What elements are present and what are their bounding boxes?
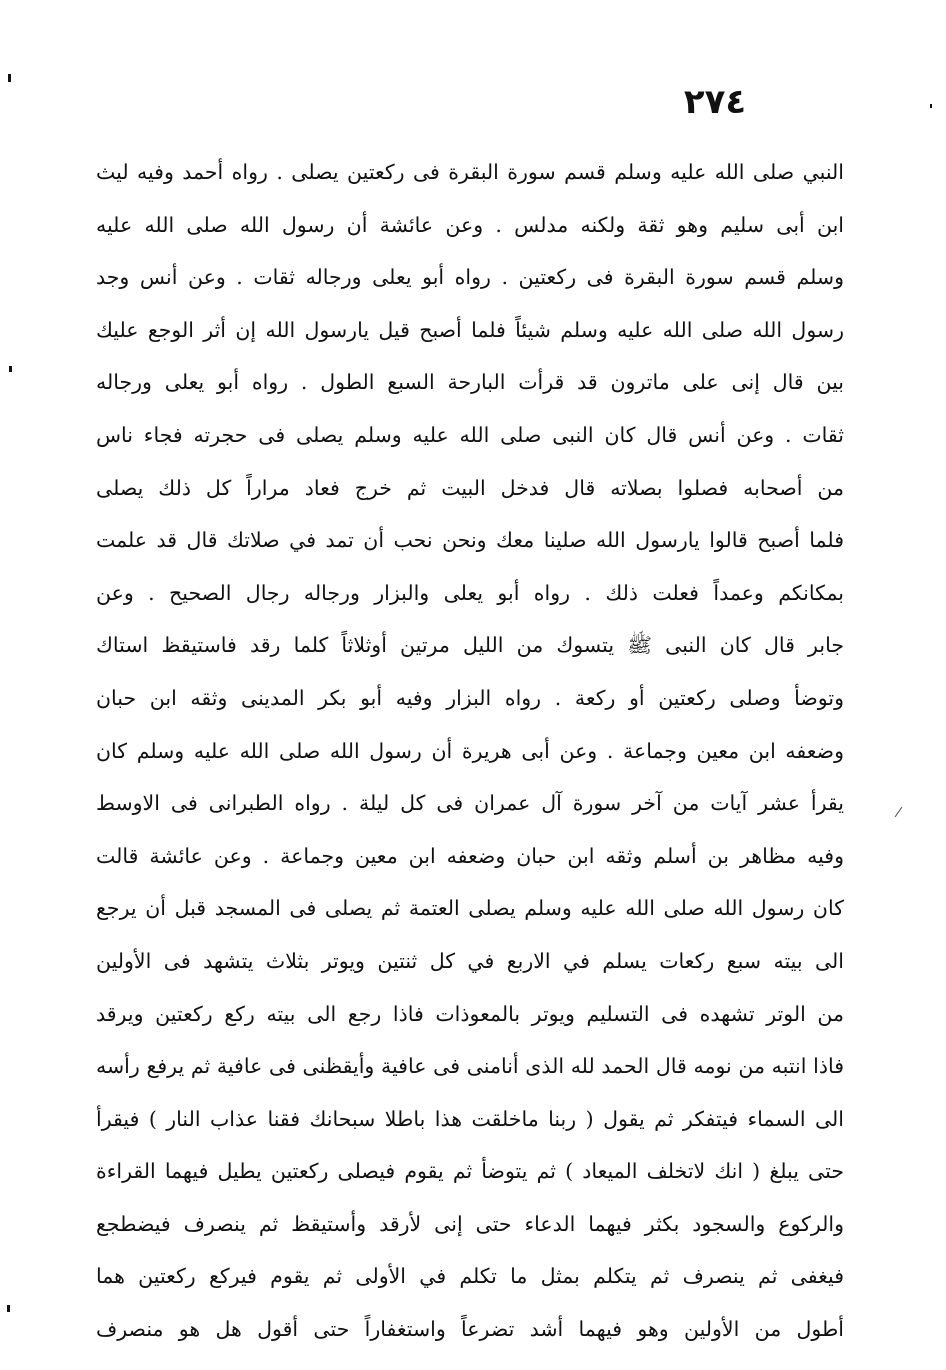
text-line: وتوضأ وصلى ركعتين أو ركعة . رواه البزار وفيه أبو بكر المدينى وثقه ابن حبان (96, 685, 844, 710)
body-text (96, 146, 844, 1356)
text-line: من أصحابه فصلوا بصلاته قال فدخل البيت ثم خرج فعاد مراراً كل ذلك يصلى (96, 475, 844, 500)
text-line: والركوع والسجود بكثر فيهما الدعاء حتى إنى لأرقد وأستيقظ ثم ينصرف فيضطجع (96, 1211, 844, 1236)
text-line: جابر قال كان النبى ﷺ يتسوك من الليل مرتين أوثلاثاً كلما رقد فاستيقظ استاك (96, 633, 844, 658)
text-line: فيغفى ثم ينصرف ثم يتكلم بمثل ما تكلم في الأولى ثم يقوم فيركع ركعتين هما (96, 1264, 844, 1289)
margin-tick (895, 807, 903, 817)
text-line: فاذا انتبه من نومه قال الحمد لله الذى أنامنى فى عافية وأيقظنى فى عافية ثم يرفع رأسه (96, 1054, 844, 1079)
text-line: ابن أبى سليم وهو ثقة ولكنه مدلس . وعن عائشة أن رسول الله صلى الله عليه (96, 212, 844, 237)
text-line: أطول من الأولين وهو فيهما أشد تضرعاً واستغفاراً حتى أقول هل هو منصرف (96, 1317, 844, 1342)
text-line: من الوتر تشهده فى التسليم ويوتر بالمعوذات فاذا رجع الى بيته ركع ركعتين ويرقد (96, 1001, 844, 1026)
text-line: وفيه مظاهر بن أسلم وثقه ابن حبان وضعفه ابن معين وجماعة . وعن عائشة قالت (96, 843, 844, 868)
text-line: حتى يبلغ ( انك لاتخلف الميعاد ) ثم يتوضأ ثم يقوم فيصلى ركعتين يطيل فيهما القراءة (96, 1159, 844, 1184)
margin-mark (7, 1305, 10, 1312)
margin-mark (9, 366, 12, 372)
margin-mark (930, 104, 932, 108)
text-line: النبي صلى الله عليه وسلم قسم سورة البقرة فى ركعتين يصلى . رواه أحمد وفيه ليث (96, 160, 844, 184)
text-line: فلما أصبح قالوا يارسول الله صلينا معك ونحن نحب أن تمد في صلاتك قال قد علمت (96, 528, 844, 553)
page-number: ٢٧٤ (683, 82, 747, 122)
text-line: وضعفه ابن معين وجماعة . وعن أبى هريرة أن رسول الله صلى الله عليه وسلم كان (96, 738, 844, 763)
margin-mark (8, 74, 11, 82)
text-line: بمكانكم وعمداً فعلت ذلك . رواه أبو يعلى والبزار ورجاله رجال الصحيح . وعن (96, 580, 844, 605)
text-line: كان رسول الله صلى الله عليه وسلم يصلى العتمة ثم يصلى فى المسجد قبل أن يرجع (96, 896, 844, 921)
text-line: ثقات . وعن أنس قال كان النبى صلى الله عليه وسلم يصلى فى حجرته فجاء ناس (96, 422, 844, 447)
text-line: بين قال إنى على ماترون قد قرأت البارحة السبع الطول . رواه أبو يعلى ورجاله (96, 370, 844, 395)
text-line: وسلم قسم سورة البقرة فى ركعتين . رواه أبو يعلى ورجاله ثقات . وعن أنس وجد (96, 265, 844, 290)
text-line: يقرأ عشر آيات من آخر سورة آل عمران فى كل ليلة . رواه الطبرانى فى الاوسط (96, 791, 844, 816)
text-line: رسول الله صلى الله عليه وسلم شيئاً فلما أصبح قيل يارسول الله إن أثر الوجع عليك (96, 317, 844, 342)
text-line: الى بيته سبع ركعات يسلم في الاربع في كل ثنتين ويوتر بثلاث يتشهد فى الأولين (96, 948, 844, 973)
text-line: الى السماء فيتفكر ثم يقول ( ربنا ماخلقت هذا باطلا سبحانك فقنا عذاب النار ) فيقرأ (96, 1106, 844, 1131)
